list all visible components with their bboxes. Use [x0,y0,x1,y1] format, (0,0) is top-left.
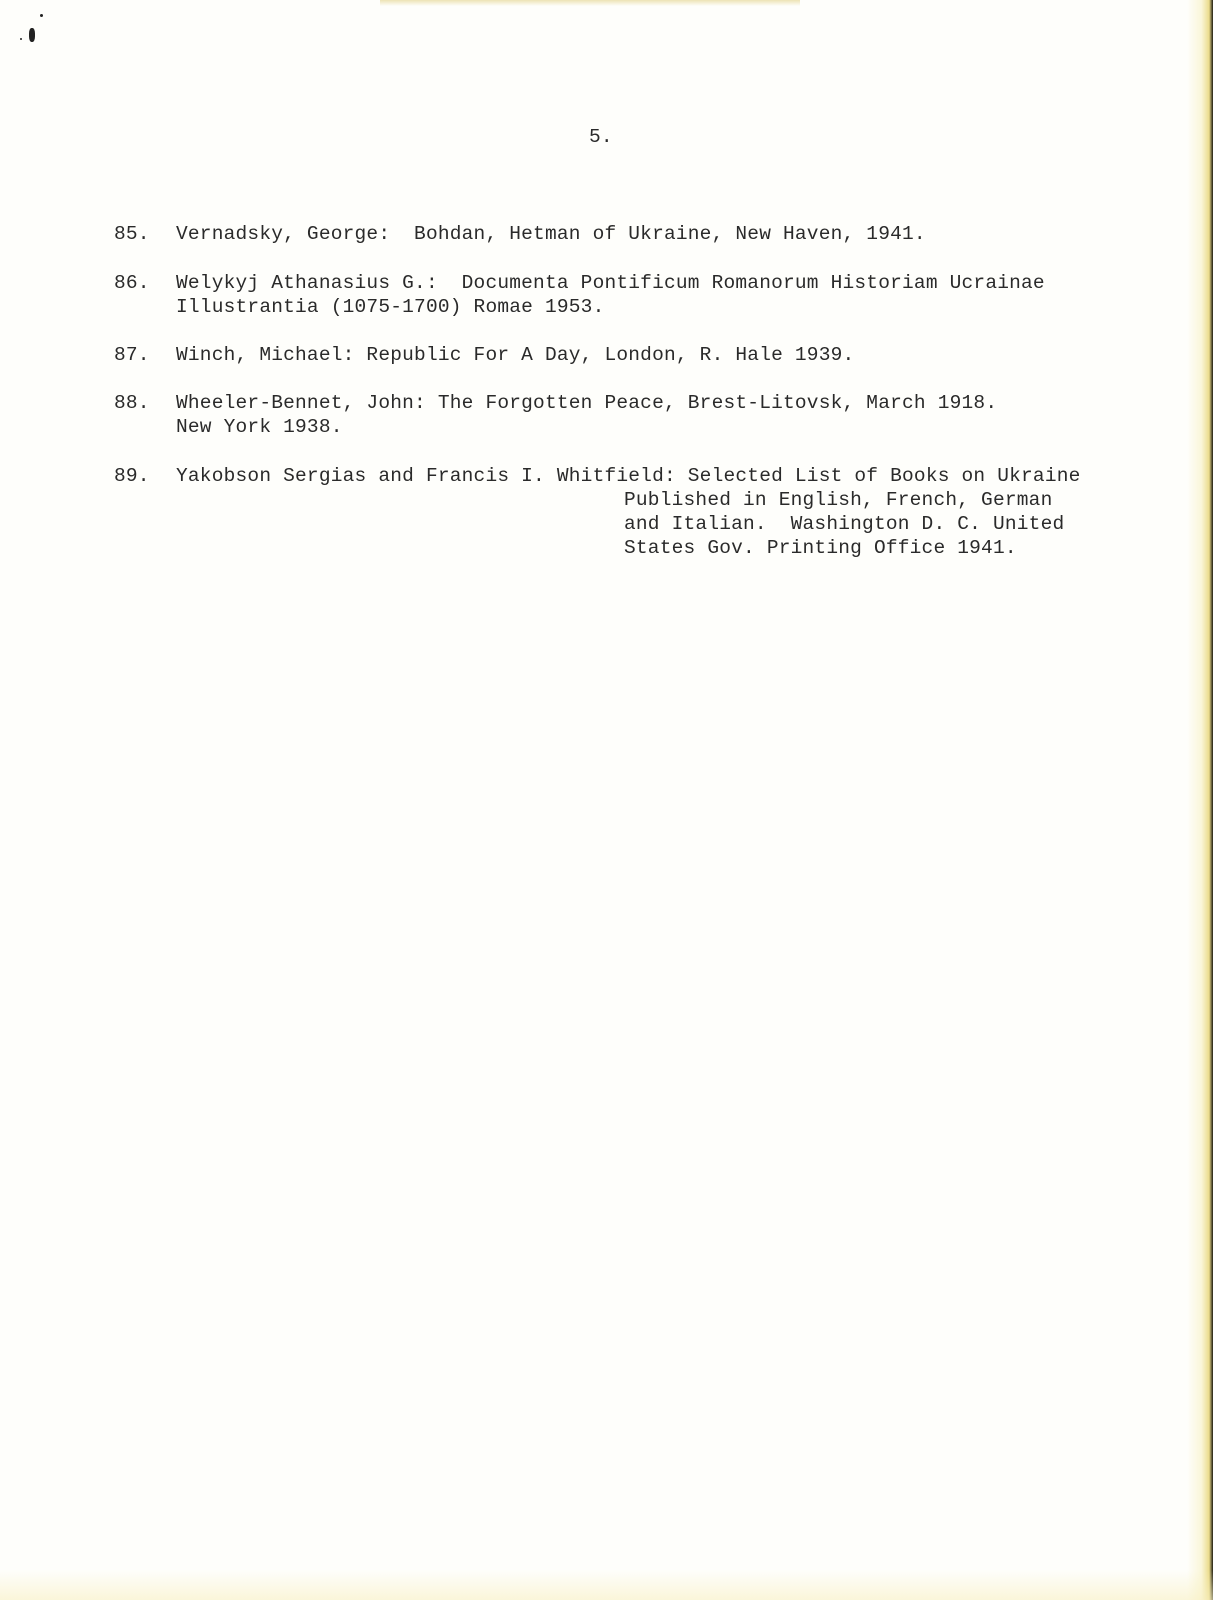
entry-number: 85. [114,223,150,245]
entry-number: 86. [114,272,150,294]
bibliography-entry-87 [114,343,1114,367]
entry-line: Wheeler-Bennet, John: The Forgotten Peace, Brest-Litovsk, March 1918. [176,392,998,414]
entry-line: Published in English, French, German [624,489,1053,511]
bibliography-entry-88 [114,391,1114,439]
entry-line: Winch, Michael: Republic For A Day, London, R. Hale 1939. [176,344,855,366]
entry-line: Welykyj Athanasius G.: Documenta Pontificum Romanorum Historiam Ucrainae [176,272,1045,294]
entry-line: Yakobson Sergias and Francis I. Whitfield: Selected List of Books on Ukraine [176,465,1081,487]
page-number: 5. [589,126,613,148]
bibliography-entry-85 [114,222,1114,246]
entry-number: 88. [114,392,150,414]
entry-line: Vernadsky, George: Bohdan, Hetman of Ukraine, New Haven, 1941. [176,223,926,245]
bibliography-entry-89 [114,464,1114,560]
entry-line: States Gov. Printing Office 1941. [624,537,1017,559]
entry-line: Illustrantia (1075-1700) Romae 1953. [176,296,605,318]
entry-number: 89. [114,465,150,487]
bibliography-entry-86 [114,271,1114,319]
entry-number: 87. [114,344,150,366]
entry-line: and Italian. Washington D. C. United [624,513,1065,535]
entry-line: New York 1938. [176,416,343,438]
